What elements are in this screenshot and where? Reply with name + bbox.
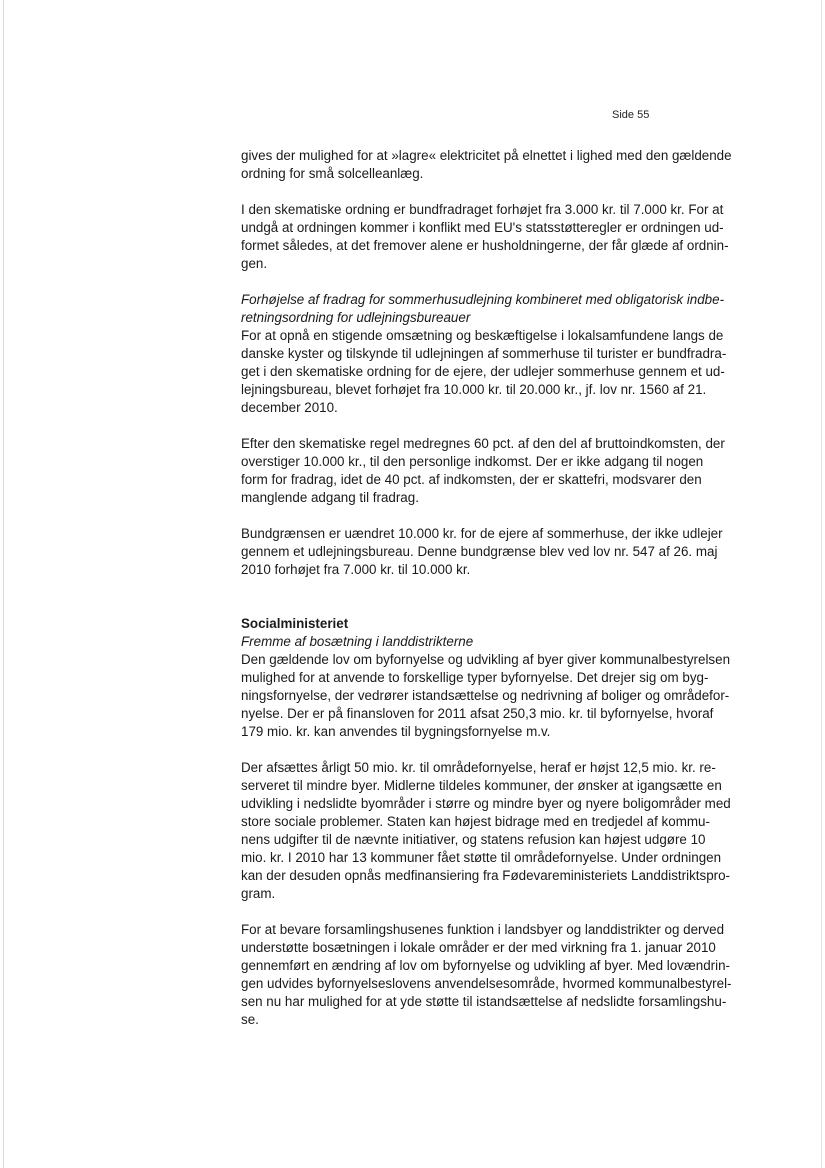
page-edge-left <box>3 0 4 1168</box>
paragraph-sommerhus-udlejning: For at opnå en stigende omsætning og beskæftigelse i lokalsamfundene langs de danske kyster og tilskynde til udlejningen af sommerhuse til turister er bundfradra- get i den skematiske ordning for de ejere, der udlejer sommerhuse gennem et ud- lejningsbureau, blevet forhøjet fra 10.000 kr. til 20.000 kr., jf. lov nr. 1560 af 21. december 2010. <box>241 328 727 415</box>
paragraph-solcelle: gives der mulighed for at »lagre« elektricitet på elnettet i lighed med den gældende ordning for små solcelleanlæg. <box>241 148 732 181</box>
section-spacer <box>241 597 751 615</box>
page-edge-right <box>821 0 822 1168</box>
section-title-socialministeriet: Socialministeriet <box>241 616 349 631</box>
paragraph-bundfradrag: I den skematiske ordning er bundfradraget forhøjet fra 3.000 kr. til 7.000 kr. For at undgå at ordningen kommer i konflikt med EU's statsstøtteregler er ordningen ud- formet således, at det fremover alene er husholdningerne, der får glæde af ordnin- gen. <box>241 202 729 271</box>
paragraph-bundgraense: Bundgrænsen er uændret 10.000 kr. for de ejere af sommerhuse, der ikke udlejer gennem et udlejningsbureau. Denne bundgrænse blev ved lov nr. 547 af 26. maj 2010 forhøjet fra 7.000 kr. til 10.000 kr. <box>241 526 723 577</box>
document-body <box>241 147 751 1029</box>
paragraph-omraadefornyelse: Der afsættes årligt 50 mio. kr. til områdefornyelse, heraf er højst 12,5 mio. kr. re- serveret til mindre byer. Midlerne tildeles kommuner, der ønsker at igangsætte en udvikling i nedslidte byområder i større og mindre byer og nyere boligområder med store sociale problemer. Staten kan højest bidrage med en tredjedel af kommu- nens udgifter til de nævnte initiativer, og statens refusion kan højest udgøre 10 mio. kr. I 2010 har 13 kommuner fået støtte til områdefornyelse. Under ordningen kan der desuden opnås medfinansiering fra Fødevareministeriets Landdistriktspro- gram. <box>241 760 731 901</box>
paragraph-forsamlingshuse: For at bevare forsamlingshusenes funktion i landsbyer og landdistrikter og derved understøtte bosætningen i lokale områder er der med virkning fra 1. januar 2010 gennemført en ændring af lov om byfornyelse og udvikling af byer. Med lovændrin- gen udvides byfornyelseslovens anvendelsesområde, hvormed kommunalbestyrel- sen nu har mulighed for at yde støtte til istandsættelse af nedslidte forsamlingshu- se. <box>241 922 732 1027</box>
section-heading-sommerhus: Forhøjelse af fradrag for sommerhusudlejning kombineret med obligatorisk indbe- retningsordning for udlejningsbureauer <box>241 292 725 325</box>
section-subheading-bosaetning: Fremme af bosætning i landdistrikterne <box>241 634 474 649</box>
page-number: Side 55 <box>612 109 650 121</box>
paragraph-skematisk-regel: Efter den skematiske regel medregnes 60 pct. af den del af bruttoindkomsten, der overstiger 10.000 kr., til den personlige indkomst. Der er ikke adgang til nogen form for fradrag, idet de 40 pct. af indkomsten, der er skattefri, modsvarer den manglende adgang til fradrag. <box>241 436 725 505</box>
paragraph-byfornyelse: Den gældende lov om byfornyelse og udvikling af byer giver kommunalbestyrelsen mulighed for at anvende to forskellige typer byfornyelse. Det drejer sig om byg- ningsfornyelse, der vedrører istandsættelse og nedrivning af boliger og områdefor- nyelse. Der er på finansloven for 2011 afsat 250,3 mio. kr. til byfornyelse, hvoraf 179 mio. kr. kan anvendes til bygningsfornyelse m.v. <box>241 652 731 739</box>
